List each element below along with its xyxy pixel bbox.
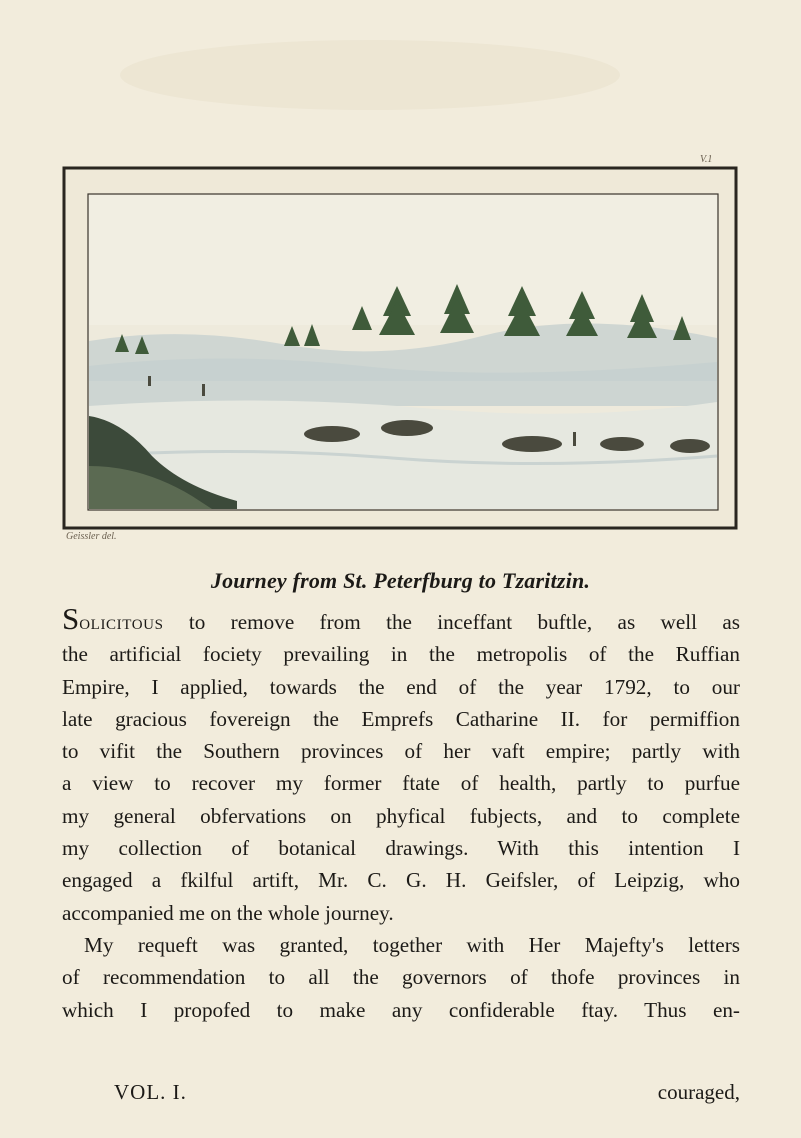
plate-corner-mark: V.1: [700, 154, 713, 165]
text-line: my collection of botanical drawings. With this intention I: [62, 836, 740, 861]
chapter-heading: Journey from St. Peterfburg to Tzaritzin.: [210, 568, 591, 593]
signature-mark: VOL. I.: [114, 1080, 187, 1104]
text-line: late gracious fovereign the Emprefs Catharine II. for permiffion: [62, 706, 740, 731]
paper-stain: [120, 40, 620, 110]
text-line: to vifit the Southern provinces of her vaft empire; partly with: [62, 739, 740, 764]
text-line: the artificial fociety prevailing in the metropolis of the Ruffian: [62, 642, 740, 667]
text-line: My requeft was granted, together with Her Majefty's letters: [84, 932, 740, 957]
text-line-rest: to remove from the inceffant buftle, as well as: [163, 610, 740, 634]
page-footer: [62, 1080, 740, 1105]
drop-cap: S: [62, 601, 80, 636]
body-text: [62, 601, 740, 1026]
winter-landscape-illustration: [62, 166, 738, 530]
text-line: a view to recover my former ftate of health, partly to purfue: [62, 771, 740, 796]
text-line: Empire, I applied, towards the end of the year 1792, to our: [62, 674, 740, 699]
text-line: which I propofed to make any confiderable ftay. Thus en-: [62, 997, 740, 1022]
text-line: my general obfervations on phyfical fubjects, and to complete: [62, 803, 740, 828]
text-line: of recommendation to all the governors of thofe provinces in: [62, 965, 740, 990]
text-line: [62, 601, 740, 638]
catchword: couraged,: [657, 1080, 740, 1104]
engraved-plate: [62, 166, 738, 530]
text-line: engaged a fkilful artift, Mr. C. G. H. Geifsler, of Leipzig, who: [62, 868, 740, 893]
plate-signature: Geissler del.: [66, 531, 117, 542]
text-line: accompanied me on the whole journey.: [62, 900, 394, 925]
opening-word: olicitous: [79, 610, 164, 634]
